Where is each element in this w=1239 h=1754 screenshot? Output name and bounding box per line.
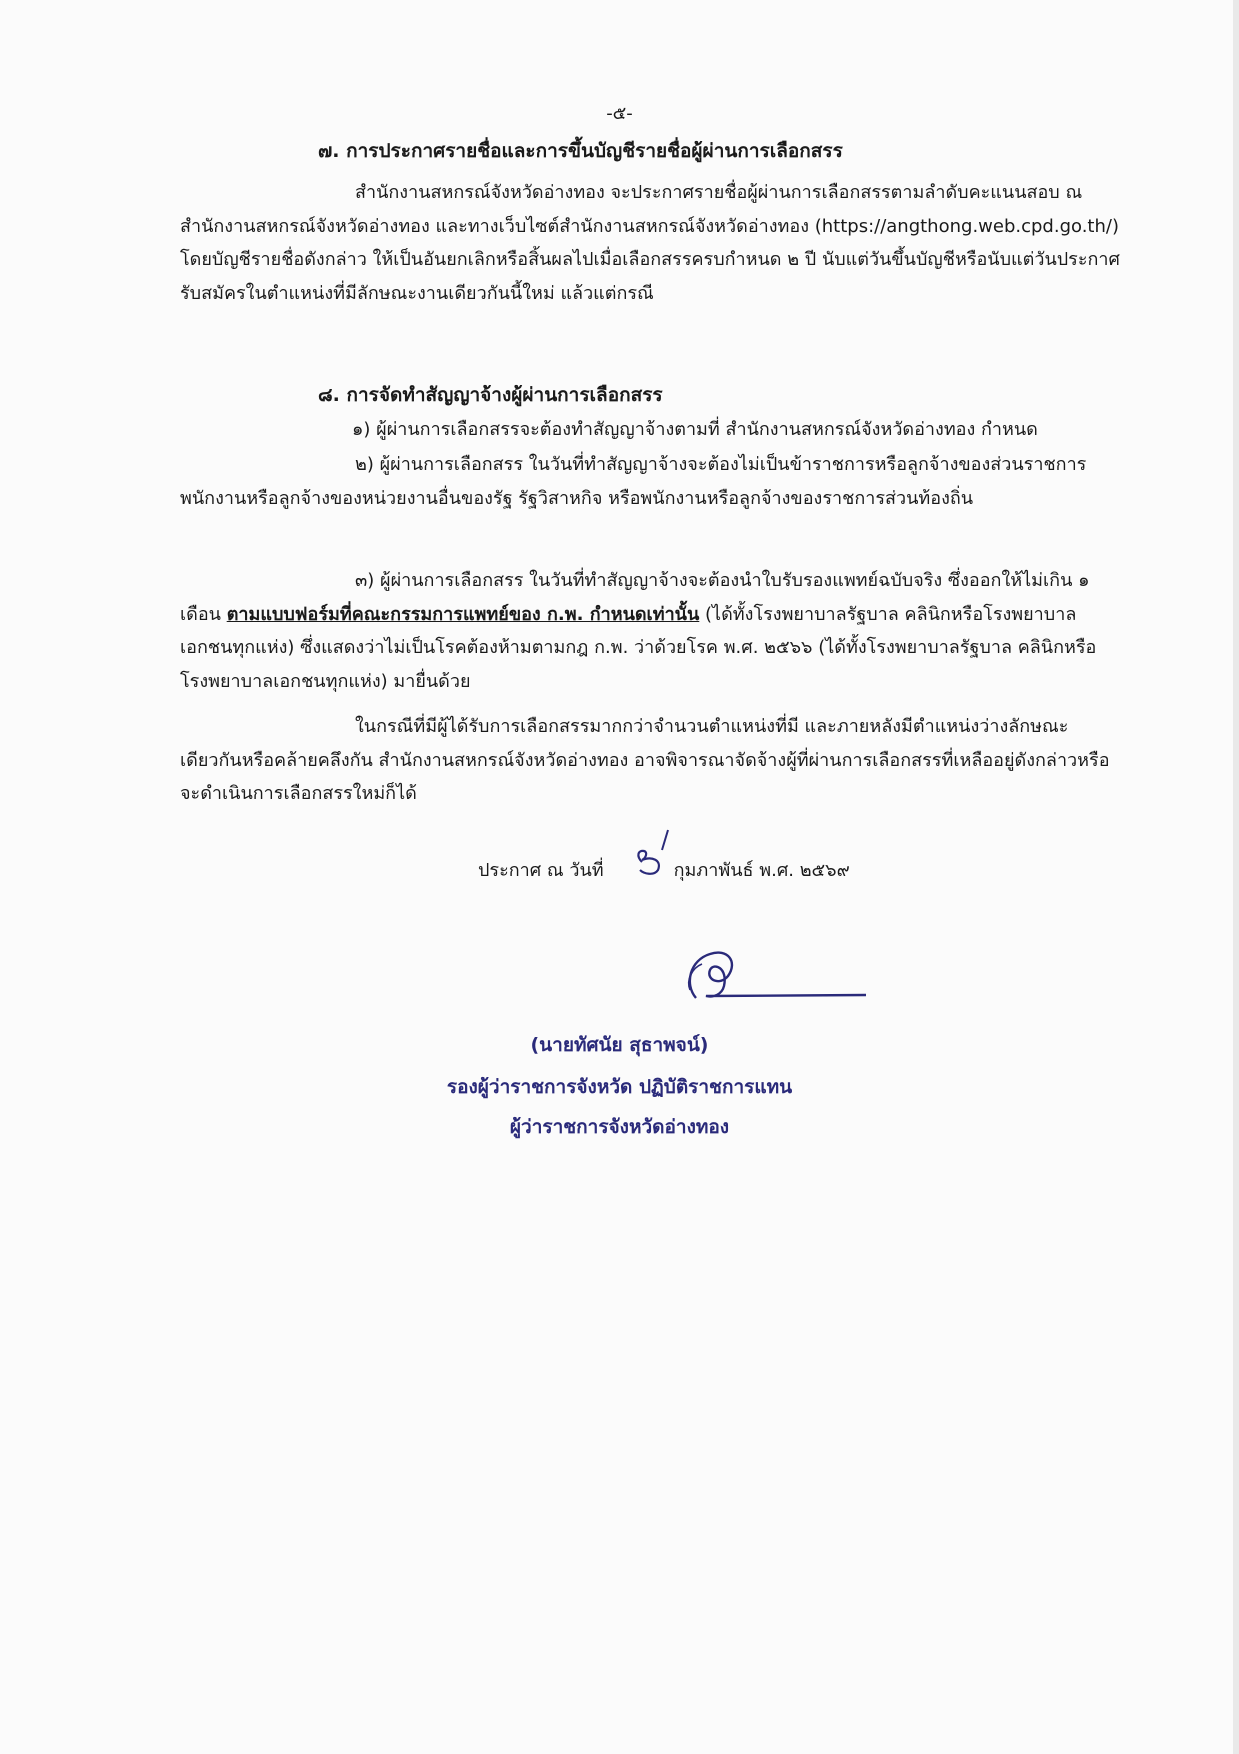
date-prefix: ประกาศ ณ วันที่ [478,860,604,881]
item3-emphasis: ตามแบบฟอร์มที่คณะกรรมการแพทย์ของ ก.พ. กำหนดเท่านั้น [226,603,700,625]
signatory-name: (นายทัศนัย สุธาพจน์) [530,1034,709,1056]
signature-image [666,940,876,1010]
date-suffix: กุมภาพันธ์ พ.ศ. ๒๕๖๙ [673,860,850,881]
section8-item3 [180,564,1120,698]
item3-text-start: ๓) ผู้ผ่านการเลือกสรร ในวันที่ทำสัญญาจ้างจะต้องนำใบรับรองแพทย์ฉบับจริง ซึ่งออกให้ไม่เกิน ๑ เดือน [180,570,1090,625]
handwritten-day [622,826,702,886]
closing-paragraph: ในกรณีที่มีผู้ได้รับการเลือกสรรมากกว่าจำนวนตำแหน่งที่มี และภายหลังมีตำแหน่งว่างลักษณะเดียวกันหรือคล้ายคลึงกัน สำนักงานสหกรณ์จังหวัดอ่างทอง อาจพิจารณาจัดจ้างผู้ที่ผ่านการเลือกสรรที่เหลืออยู่ดังกล่าวหรือจะดำเนินการเลือกสรรใหม่ก็ได้ [180,716,1110,804]
section7-heading: ๗. การประกาศรายชื่อและการขึ้นบัญชีรายชื่อผู้ผ่านการเลือกสรร [318,140,843,162]
page-number: -๕- [606,103,633,124]
section8-item2: ๒) ผู้ผ่านการเลือกสรร ในวันที่ทำสัญญาจ้างจะต้องไม่เป็นข้าราชการหรือลูกจ้างของส่วนราชการ พนักงานหรือลูกจ้างของหน่วยงานอื่นของรัฐ รัฐวิสาหกิจ หรือพนักงานหรือลูกจ้างของราชการส่วนท้องถิ่น [180,454,1087,509]
section8-heading: ๘. การจัดทำสัญญาจ้างผู้ผ่านการเลือกสรร [318,384,663,406]
scan-edge [1233,0,1239,1754]
signatory-title1: รองผู้ว่าราชการจังหวัด ปฏิบัติราชการแทน [446,1076,793,1098]
section7-paragraph: สำนักงานสหกรณ์จังหวัดอ่างทอง จะประกาศรายชื่อผู้ผ่านการเลือกสรรตามลำดับคะแนนสอบ ณ สำนักงานสหกรณ์จังหวัดอ่างทอง และทางเว็บไซต์สำนักงานสหกรณ์จังหวัดอ่างทอง (https://angthong.web.cpd.go.th/) โดยบัญชีรายชื่อดังกล่าว ให้เป็นอันยกเลิกหรือสิ้นผลไปเมื่อเลือกสรรครบกำหนด ๒ ปี นับแต่วันขึ้นบัญชีหรือนับแต่วันประกาศรับสมัครในตำแหน่งที่มีลักษณะงานเดียวกันนี้ใหม่ แล้วแต่กรณี [180,182,1120,304]
item3-text-end: (ได้ทั้งโรงพยาบาลรัฐบาล คลินิกหรือโรงพยาบาลเอกชนทุกแห่ง) ซึ่งแสดงว่าไม่เป็นโรคต้องห้ามตามกฎ ก.พ. ว่าด้วยโรค พ.ศ. ๒๕๖๖ (ได้ทั้งโรงพยาบาลรัฐบาล คลินิกหรือโรงพยาบาลเอกชนทุกแห่ง) มายื่นด้วย [180,603,1097,692]
section8-item1: ๑) ผู้ผ่านการเลือกสรรจะต้องทำสัญญาจ้างตามที่ สำนักงานสหกรณ์จังหวัดอ่างทอง กำหนด [352,419,1038,440]
signatory-title2: ผู้ว่าราชการจังหวัดอ่างทอง [509,1116,730,1138]
